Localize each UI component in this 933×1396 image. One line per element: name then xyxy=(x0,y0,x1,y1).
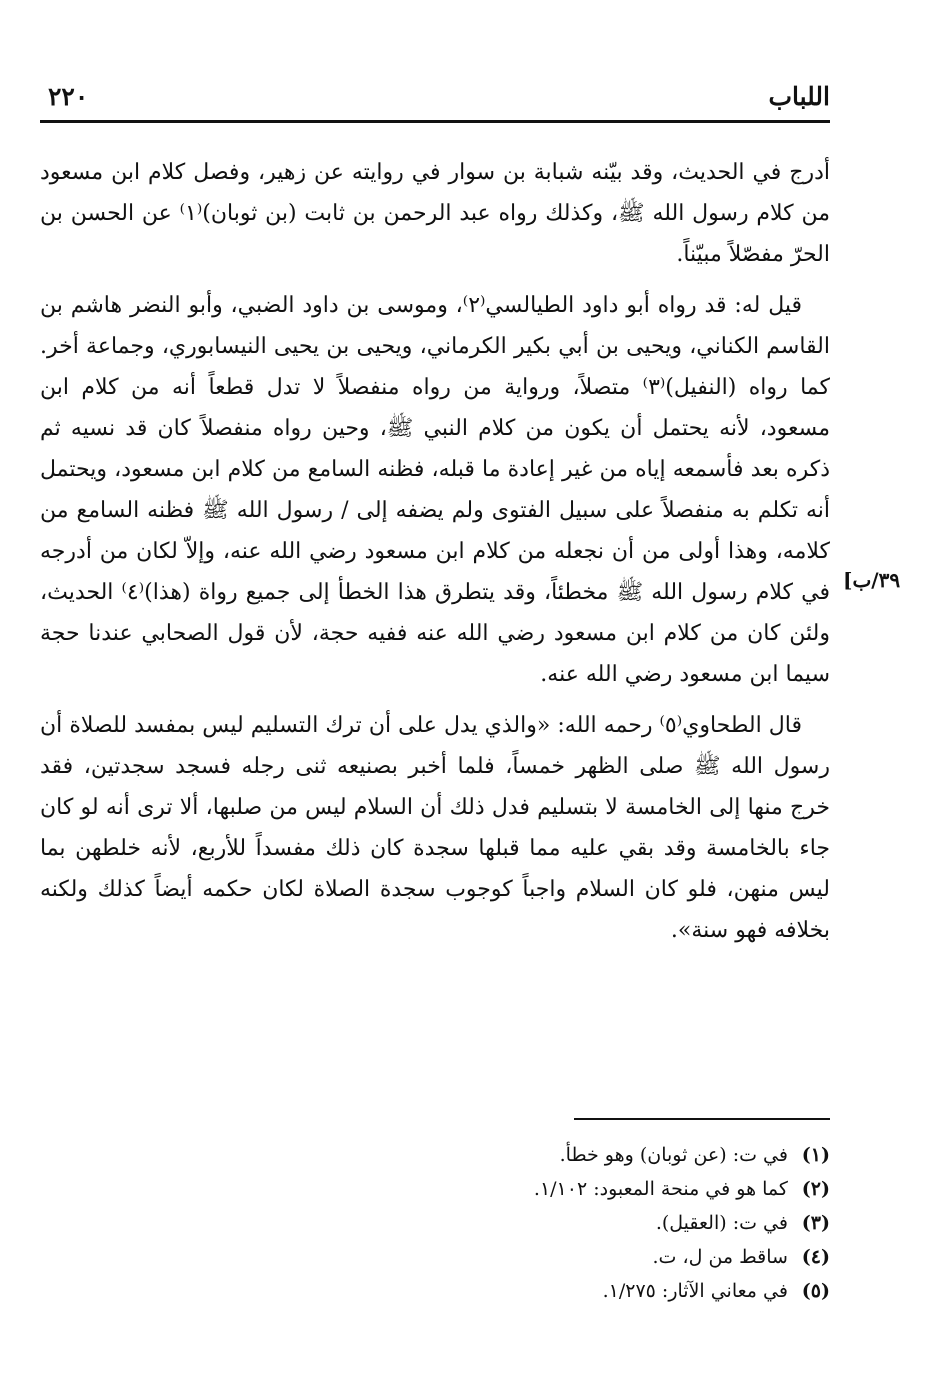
footnotes xyxy=(430,1138,830,1308)
paragraph: قيل له: قد رواه أبو داود الطيالسي⁽٢⁾، وموسى بن داود الضبي، وأبو النضر هاشم بن القاسم الكناني، ويحيى بن أبي بكير الكرماني، ويحيى بن يحيى النيسابوري، وجماعة أخر. كما رواه (النفيل)⁽٣⁾ متصلاً، ورواية من رواه منفصلاً لا تدل قطعاً أنه من كلام ابن مسعود، لأنه يحتمل أن يكون من كلام النبي ﷺ، وحين رواه منفصلاً كان قد نسيه ثم ذكره بعد فأسمعه إياه من غير إعادة ما قبله، فظنه السامع من كلام ابن مسعود، ويحتمل أنه تكلم به منفصلاً على سبيل الفتوى ولم يضفه إلى / رسول الله ﷺ فظنه السامع من كلامه، وهذا أولى من أن نجعله من كلام ابن مسعود رضي الله عنه، وإلاّ لكان من أدرجه في كلام رسول الله ﷺ مخطئاً، وقد يتطرق هذا الخطأ إلى جميع رواة (هذا)⁽٤⁾ الحديث، ولئن كان من كلام ابن مسعود رضي الله عنه ففيه حجة، لأن قول الصحابي عندنا حجة سيما ابن مسعود رضي الله عنه. xyxy=(40,293,830,687)
footnote xyxy=(430,1206,830,1240)
footnote-number: (١) xyxy=(801,1144,830,1166)
footnote xyxy=(430,1138,830,1172)
footnote-text: كما هو في منحة المعبود: ١/١٠٢. xyxy=(533,1178,788,1200)
page-header xyxy=(40,78,830,118)
manuscript-folio-marker: ٣٩/ب] xyxy=(843,568,901,592)
main-text xyxy=(40,152,830,951)
running-title: اللباب xyxy=(768,82,830,111)
footnote-number: (٢) xyxy=(801,1178,830,1200)
footnote-text: في ت: (عن ثوبان) وهو خطأ. xyxy=(559,1144,788,1166)
footnote-rule xyxy=(574,1118,830,1120)
header-rule xyxy=(40,120,830,123)
footnote-text: ساقط من ل، ت. xyxy=(652,1246,788,1268)
footnote-text: في معاني الآثار: ١/٢٧٥. xyxy=(602,1280,788,1302)
page-number: ٢٢٠ xyxy=(48,82,89,111)
footnote xyxy=(430,1172,830,1206)
footnote-number: (٤) xyxy=(801,1246,830,1268)
footnote-number: (٥) xyxy=(801,1280,830,1302)
footnote-number: (٣) xyxy=(801,1212,830,1234)
paragraph: أدرج في الحديث، وقد بيّنه شبابة بن سوار في روايته عن زهير، وفصل كلام ابن مسعود من كلام رسول الله ﷺ، وكذلك رواه عبد الرحمن بن ثابت (بن ثوبان)⁽١⁾ عن الحسن بن الحرّ مفصّلاً مبيّناً. xyxy=(40,160,830,267)
footnote-text: في ت: (العقيل). xyxy=(655,1212,788,1234)
footnote xyxy=(430,1274,830,1308)
paragraph: قال الطحاوي⁽٥⁾ رحمه الله: «والذي يدل على أن ترك التسليم ليس بمفسد للصلاة أن رسول الله ﷺ صلى الظهر خمساً، فلما أخبر بصنيعه ثنى رجله فسجد سجدتين، فقد خرج منها إلى الخامسة لا بتسليم فدل ذلك أن السلام ليس من صلبها، ألا ترى أنه لو كان جاء بالخامسة وقد بقي عليه مما قبلها سجدة كان ذلك مفسداً للأربع، لأنه خلطهن بما ليس منهن، فلو كان السلام واجباً كوجوب سجدة الصلاة لكان حكمه أيضاً كذلك ولكنه بخلافه فهو سنة». xyxy=(40,713,830,943)
footnote xyxy=(430,1240,830,1274)
